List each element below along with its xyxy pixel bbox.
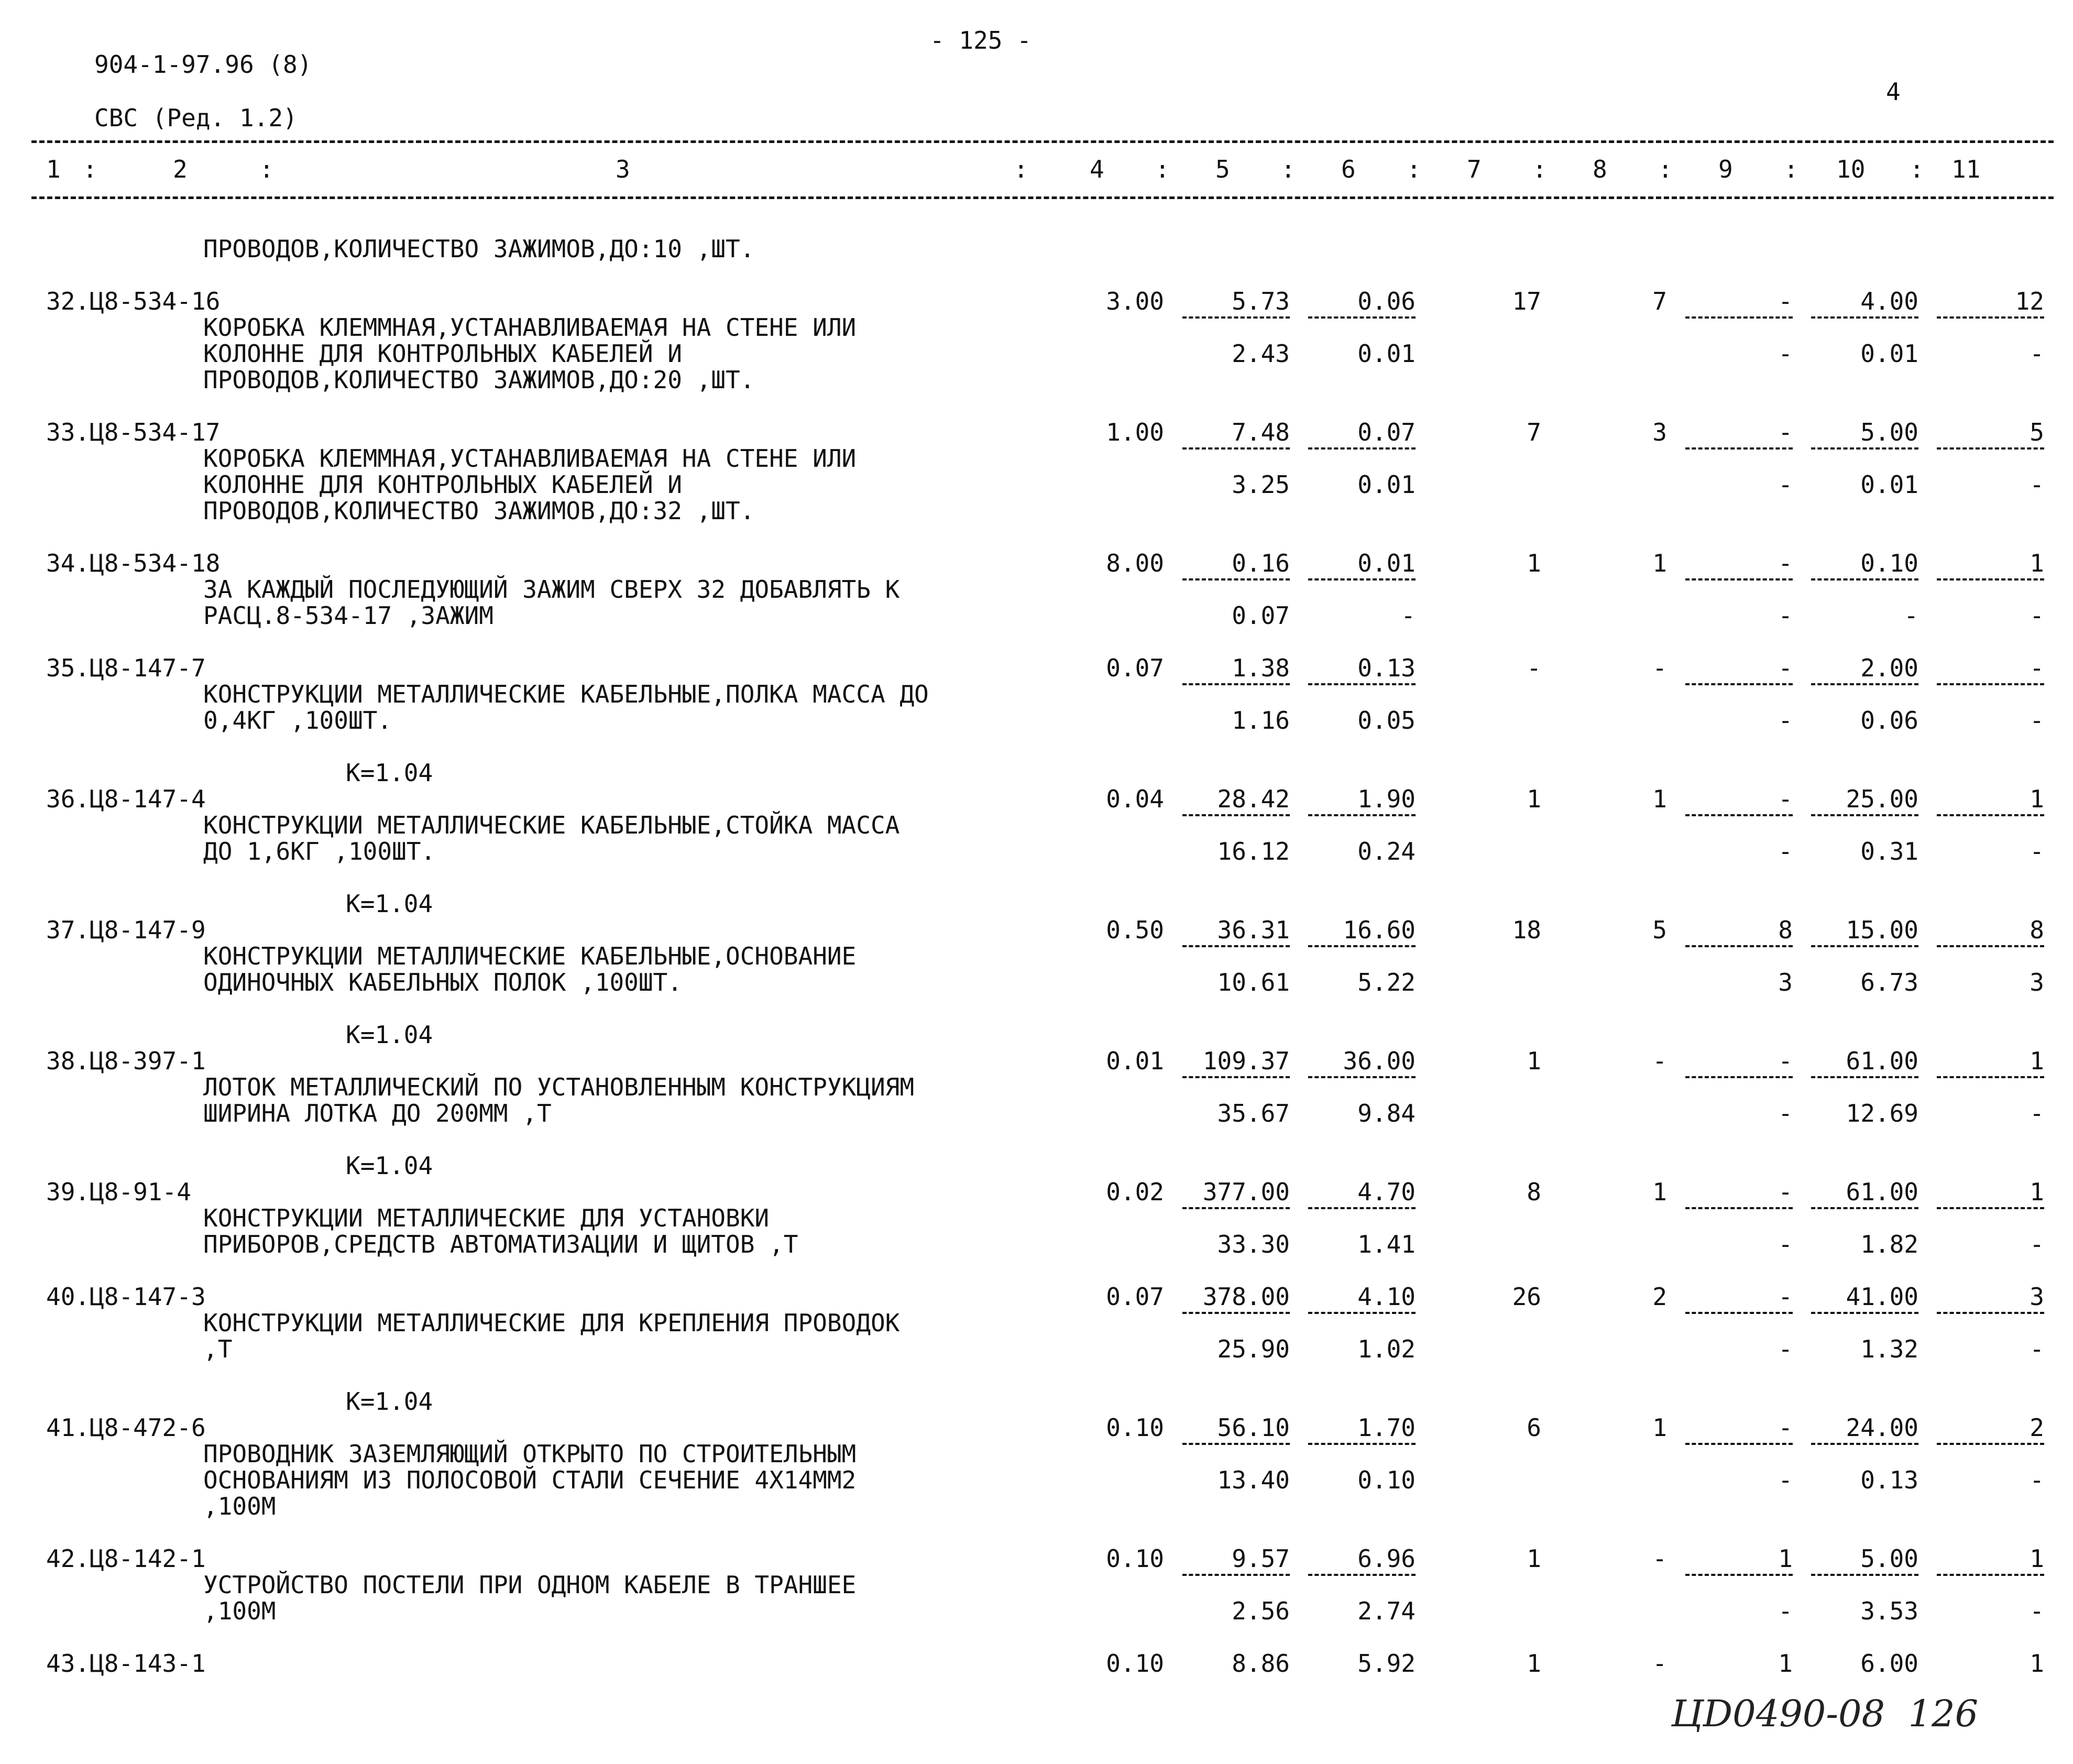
coefficient-label: K=1.04 bbox=[346, 1387, 433, 1416]
column-separator: : bbox=[1014, 155, 1028, 183]
column-header-10: 10 bbox=[1836, 155, 1866, 183]
subcell-col-9: - bbox=[1778, 470, 1793, 499]
subcell-col-9: - bbox=[1778, 1099, 1793, 1127]
entry-description-line: ШИРИНА ЛОТКА ДО 200ММ ,Т bbox=[203, 1099, 552, 1127]
entry-description-line: КОНСТРУКЦИИ МЕТАЛЛИЧЕСКИЕ ДЛЯ КРЕПЛЕНИЯ ПРОВОДОК bbox=[203, 1309, 900, 1337]
subcell-col-6: 0.01 bbox=[1357, 339, 1416, 368]
cell-divider bbox=[1937, 1574, 2044, 1576]
cell-col-4: 3.00 bbox=[1106, 287, 1164, 315]
cell-divider bbox=[1685, 945, 1793, 947]
cell-divider bbox=[1685, 578, 1793, 580]
cell-col-10: 2.00 bbox=[1860, 654, 1918, 682]
entry-description-line: ЗА КАЖДЫЙ ПОСЛЕДУЮЩИЙ ЗАЖИМ СВЕРХ 32 ДОБАВЛЯТЬ К bbox=[203, 575, 900, 604]
cell-divider bbox=[1811, 814, 1918, 816]
subcell-col-10: 0.01 bbox=[1860, 339, 1918, 368]
cell-col-5: 36.31 bbox=[1217, 916, 1290, 944]
cell-divider bbox=[1811, 578, 1918, 580]
cell-col-5: 7.48 bbox=[1232, 418, 1290, 446]
cell-col-4: 0.02 bbox=[1106, 1178, 1164, 1206]
subcell-col-6: 1.41 bbox=[1357, 1230, 1416, 1258]
entry-description-line: КОНСТРУКЦИИ МЕТАЛЛИЧЕСКИЕ ДЛЯ УСТАНОВКИ bbox=[203, 1204, 770, 1232]
cell-col-5: 5.73 bbox=[1232, 287, 1290, 315]
cell-col-11: 5 bbox=[2030, 418, 2044, 446]
cell-col-4: 0.04 bbox=[1106, 785, 1164, 813]
entry-id: 35.Ц8-147-7 bbox=[46, 654, 206, 682]
entry-id: 37.Ц8-147-9 bbox=[46, 916, 206, 944]
entry-description-line: КОРОБКА КЛЕММНАЯ,УСТАНАВЛИВАЕМАЯ НА СТЕНЕ ИЛИ bbox=[203, 444, 857, 473]
cell-divider bbox=[1685, 814, 1793, 816]
cell-col-5: 1.38 bbox=[1232, 654, 1290, 682]
subcell-col-5: 13.40 bbox=[1217, 1466, 1290, 1494]
subcell-col-11: - bbox=[2030, 1597, 2044, 1625]
subcell-col-6: 0.05 bbox=[1357, 706, 1416, 735]
column-header-7: 7 bbox=[1467, 155, 1482, 183]
subcell-col-11: - bbox=[2030, 339, 2044, 368]
column-separator: : bbox=[83, 155, 97, 183]
subcell-col-5: 16.12 bbox=[1217, 837, 1290, 865]
entry-description-line: ПРОВОДНИК ЗАЗЕМЛЯЮЩИЙ ОТКРЫТО ПО СТРОИТЕЛЬНЫМ bbox=[203, 1440, 857, 1468]
entry-id: 41.Ц8-472-6 bbox=[46, 1414, 206, 1442]
cell-col-10: 24.00 bbox=[1846, 1414, 1918, 1442]
cell-col-5: 378.00 bbox=[1202, 1283, 1290, 1311]
cell-col-8: 1 bbox=[1652, 549, 1667, 577]
entry-description-line: ПРИБОРОВ,СРЕДСТВ АВТОМАТИЗАЦИИ И ЩИТОВ ,Т bbox=[203, 1230, 798, 1258]
cell-col-4: 8.00 bbox=[1106, 549, 1164, 577]
subcell-col-5: 3.25 bbox=[1232, 470, 1290, 499]
entry-id: 39.Ц8-91-4 bbox=[46, 1178, 191, 1206]
entry-description-line: ДО 1,6КГ ,100ШТ. bbox=[203, 837, 436, 865]
entry-description-line: ОДИНОЧНЫХ КАБЕЛЬНЫХ ПОЛОК ,100ШТ. bbox=[203, 968, 682, 996]
cell-col-8: 3 bbox=[1652, 418, 1667, 446]
cell-divider bbox=[1182, 1207, 1290, 1209]
cell-divider bbox=[1182, 945, 1290, 947]
subcell-col-9: - bbox=[1778, 1335, 1793, 1363]
subcell-col-10: 3.53 bbox=[1860, 1597, 1918, 1625]
cell-col-11: 3 bbox=[2030, 1283, 2044, 1311]
cell-divider bbox=[1685, 1312, 1793, 1314]
cell-divider bbox=[1685, 1443, 1793, 1445]
subcell-col-11: - bbox=[2030, 837, 2044, 865]
column-header-2: 2 bbox=[173, 155, 188, 183]
cell-divider bbox=[1308, 1207, 1416, 1209]
cell-col-11: 8 bbox=[2030, 916, 2044, 944]
cell-col-6: 1.90 bbox=[1357, 785, 1416, 813]
column-header-6: 6 bbox=[1341, 155, 1356, 183]
cell-col-4: 0.01 bbox=[1106, 1047, 1164, 1075]
cell-col-7: 1 bbox=[1527, 1649, 1541, 1678]
cell-col-9: - bbox=[1778, 785, 1793, 813]
column-header-8: 8 bbox=[1593, 155, 1607, 183]
cell-col-5: 0.16 bbox=[1232, 549, 1290, 577]
cell-divider bbox=[1937, 316, 2044, 319]
subcell-col-5: 10.61 bbox=[1217, 968, 1290, 996]
cell-col-6: 4.70 bbox=[1357, 1178, 1416, 1206]
coefficient-label: K=1.04 bbox=[346, 759, 433, 787]
subcell-col-9: 3 bbox=[1778, 968, 1793, 996]
entry-description-line: КОНСТРУКЦИИ МЕТАЛЛИЧЕСКИЕ КАБЕЛЬНЫЕ,ПОЛКА МАССА ДО bbox=[203, 680, 929, 708]
cell-col-11: 1 bbox=[2030, 1178, 2044, 1206]
entry-description-line: ПРОВОДОВ,КОЛИЧЕСТВО ЗАЖИМОВ,ДО:20 ,ШТ. bbox=[203, 366, 755, 394]
subcell-col-11: 3 bbox=[2030, 968, 2044, 996]
cell-divider bbox=[1937, 683, 2044, 685]
cell-col-8: - bbox=[1652, 1649, 1667, 1678]
entry-description-line: ПРОВОДОВ,КОЛИЧЕСТВО ЗАЖИМОВ,ДО:32 ,ШТ. bbox=[203, 497, 755, 525]
cell-divider bbox=[1308, 1574, 1416, 1576]
subcell-col-10: 0.13 bbox=[1860, 1466, 1918, 1494]
cell-divider bbox=[1811, 1207, 1918, 1209]
cell-col-7: 1 bbox=[1527, 1544, 1541, 1573]
subcell-col-9: - bbox=[1778, 706, 1793, 735]
cell-divider bbox=[1182, 1574, 1290, 1576]
cell-col-10: 25.00 bbox=[1846, 785, 1918, 813]
column-separator: : bbox=[1658, 155, 1673, 183]
cell-col-7: 26 bbox=[1512, 1283, 1541, 1311]
cell-divider bbox=[1308, 945, 1416, 947]
entry-description-line: ,100М bbox=[203, 1492, 276, 1520]
entry-id: 32.Ц8-534-16 bbox=[46, 287, 221, 315]
subcell-col-6: 0.10 bbox=[1357, 1466, 1416, 1494]
cell-col-7: 7 bbox=[1527, 418, 1541, 446]
cell-col-10: 0.10 bbox=[1860, 549, 1918, 577]
subcell-col-9: - bbox=[1778, 1466, 1793, 1494]
column-separator: : bbox=[1910, 155, 1924, 183]
entry-description-line: КОНСТРУКЦИИ МЕТАЛЛИЧЕСКИЕ КАБЕЛЬНЫЕ,ОСНОВАНИЕ bbox=[203, 942, 857, 970]
subcell-col-9: - bbox=[1778, 601, 1793, 630]
carryover-text: ПРОВОДОВ,КОЛИЧЕСТВО ЗАЖИМОВ,ДО:10 ,ШТ. bbox=[203, 235, 755, 263]
cell-divider bbox=[1685, 1076, 1793, 1078]
cell-divider bbox=[1811, 683, 1918, 685]
column-header-9: 9 bbox=[1718, 155, 1733, 183]
cell-divider bbox=[1308, 1312, 1416, 1314]
subcell-col-10: - bbox=[1904, 601, 1918, 630]
sheet-number: 4 bbox=[1886, 78, 1901, 106]
entry-id: 40.Ц8-147-3 bbox=[46, 1283, 206, 1311]
cell-col-9: - bbox=[1778, 1414, 1793, 1442]
entry-id: 36.Ц8-147-4 bbox=[46, 785, 206, 813]
subcell-col-5: 2.56 bbox=[1232, 1597, 1290, 1625]
cell-divider bbox=[1182, 1443, 1290, 1445]
subcell-col-5: 1.16 bbox=[1232, 706, 1290, 735]
column-header-4: 4 bbox=[1090, 155, 1104, 183]
cell-col-6: 5.92 bbox=[1357, 1649, 1416, 1678]
column-separator: : bbox=[1784, 155, 1798, 183]
subcell-col-10: 0.01 bbox=[1860, 470, 1918, 499]
cell-col-9: - bbox=[1778, 549, 1793, 577]
subcell-col-5: 2.43 bbox=[1232, 339, 1290, 368]
cell-col-11: 1 bbox=[2030, 549, 2044, 577]
cell-col-11: 1 bbox=[2030, 1649, 2044, 1678]
subcell-col-11: - bbox=[2030, 706, 2044, 735]
cell-divider bbox=[1937, 1312, 2044, 1314]
cell-col-10: 61.00 bbox=[1846, 1178, 1918, 1206]
cell-divider bbox=[1811, 1312, 1918, 1314]
cell-col-10: 5.00 bbox=[1860, 1544, 1918, 1573]
cell-divider bbox=[1308, 578, 1416, 580]
cell-col-6: 16.60 bbox=[1343, 916, 1416, 944]
cell-col-6: 6.96 bbox=[1357, 1544, 1416, 1573]
cell-col-11: 1 bbox=[2030, 785, 2044, 813]
subcell-col-10: 0.06 bbox=[1860, 706, 1918, 735]
cell-col-4: 0.07 bbox=[1106, 1283, 1164, 1311]
cell-col-5: 56.10 bbox=[1217, 1414, 1290, 1442]
cell-divider bbox=[1937, 578, 2044, 580]
doc-code: 904-1-97.96 (8) bbox=[94, 50, 312, 79]
subcell-col-10: 6.73 bbox=[1860, 968, 1918, 996]
cell-col-5: 28.42 bbox=[1217, 785, 1290, 813]
entry-description-line: ,100М bbox=[203, 1597, 276, 1625]
subcell-col-9: - bbox=[1778, 339, 1793, 368]
cell-col-6: 4.10 bbox=[1357, 1283, 1416, 1311]
column-separator: : bbox=[1155, 155, 1170, 183]
cell-divider bbox=[1811, 1443, 1918, 1445]
column-header-3: 3 bbox=[616, 155, 630, 183]
cell-col-6: 36.00 bbox=[1343, 1047, 1416, 1075]
cell-col-9: - bbox=[1778, 1283, 1793, 1311]
cell-col-10: 41.00 bbox=[1846, 1283, 1918, 1311]
subcell-col-5: 33.30 bbox=[1217, 1230, 1290, 1258]
subcell-col-5: 0.07 bbox=[1232, 601, 1290, 630]
cell-col-7: 1 bbox=[1527, 785, 1541, 813]
cell-col-11: - bbox=[2030, 654, 2044, 682]
entry-description-line: КОЛОННЕ ДЛЯ КОНТРОЛЬНЫХ КАБЕЛЕЙ И bbox=[203, 339, 682, 368]
column-header-1: 1 bbox=[46, 155, 61, 183]
cell-divider bbox=[1811, 1574, 1918, 1576]
cell-divider bbox=[1182, 814, 1290, 816]
entry-id: 34.Ц8-534-18 bbox=[46, 549, 221, 577]
cell-divider bbox=[1685, 1574, 1793, 1576]
cell-divider bbox=[1685, 683, 1793, 685]
cell-col-4: 0.10 bbox=[1106, 1544, 1164, 1573]
subcell-col-5: 35.67 bbox=[1217, 1099, 1290, 1127]
cell-col-8: 1 bbox=[1652, 1414, 1667, 1442]
cell-divider bbox=[1182, 683, 1290, 685]
cell-col-4: 1.00 bbox=[1106, 418, 1164, 446]
cell-col-9: - bbox=[1778, 654, 1793, 682]
cell-col-6: 0.01 bbox=[1357, 549, 1416, 577]
cell-col-4: 0.50 bbox=[1106, 916, 1164, 944]
cell-col-11: 1 bbox=[2030, 1047, 2044, 1075]
cell-divider bbox=[1811, 945, 1918, 947]
cell-col-5: 9.57 bbox=[1232, 1544, 1290, 1573]
column-header-11: 11 bbox=[1951, 155, 1981, 183]
column-separator: : bbox=[1532, 155, 1547, 183]
cell-col-9: - bbox=[1778, 1047, 1793, 1075]
subcell-col-11: - bbox=[2030, 1230, 2044, 1258]
cell-divider bbox=[1308, 1076, 1416, 1078]
cell-col-4: 0.07 bbox=[1106, 654, 1164, 682]
cell-col-7: 1 bbox=[1527, 1047, 1541, 1075]
subcell-col-6: 2.74 bbox=[1357, 1597, 1416, 1625]
entry-description-line: РАСЦ.8-534-17 ,ЗАЖИМ bbox=[203, 601, 493, 630]
cell-col-6: 1.70 bbox=[1357, 1414, 1416, 1442]
cell-col-9: 8 bbox=[1778, 916, 1793, 944]
cell-col-8: - bbox=[1652, 654, 1667, 682]
entry-description-line: УСТРОЙСТВО ПОСТЕЛИ ПРИ ОДНОМ КАБЕЛЕ В ТРАНШЕЕ bbox=[203, 1571, 857, 1599]
cell-col-7: 6 bbox=[1527, 1414, 1541, 1442]
cell-col-10: 6.00 bbox=[1860, 1649, 1918, 1678]
subcell-col-11: - bbox=[2030, 1466, 2044, 1494]
cell-divider bbox=[1811, 1076, 1918, 1078]
entry-description-line: ,Т bbox=[203, 1335, 233, 1363]
subcell-col-11: - bbox=[2030, 601, 2044, 630]
entry-description-line: КОЛОННЕ ДЛЯ КОНТРОЛЬНЫХ КАБЕЛЕЙ И bbox=[203, 470, 682, 499]
subcell-col-6: 0.01 bbox=[1357, 470, 1416, 499]
coefficient-label: K=1.04 bbox=[346, 890, 433, 918]
handwritten-signature: ЦD0490-08 126 bbox=[1671, 1692, 1979, 1735]
cell-col-5: 109.37 bbox=[1202, 1047, 1290, 1075]
cell-divider bbox=[1308, 814, 1416, 816]
subcell-col-11: - bbox=[2030, 1335, 2044, 1363]
cell-divider bbox=[1811, 316, 1918, 319]
subcell-col-10: 12.69 bbox=[1846, 1099, 1918, 1127]
subcell-col-6: 1.02 bbox=[1357, 1335, 1416, 1363]
subcell-col-9: - bbox=[1778, 837, 1793, 865]
cell-col-8: 2 bbox=[1652, 1283, 1667, 1311]
cell-divider bbox=[1937, 814, 2044, 816]
subcell-col-11: - bbox=[2030, 1099, 2044, 1127]
cell-col-11: 1 bbox=[2030, 1544, 2044, 1573]
entry-description-line: КОНСТРУКЦИИ МЕТАЛЛИЧЕСКИЕ КАБЕЛЬНЫЕ,СТОЙКА МАССА bbox=[203, 811, 900, 839]
cell-divider bbox=[1937, 447, 2044, 450]
cell-divider bbox=[1685, 1207, 1793, 1209]
column-separator: : bbox=[259, 155, 274, 183]
cell-divider bbox=[1182, 447, 1290, 450]
cell-col-8: - bbox=[1652, 1047, 1667, 1075]
cell-divider bbox=[1182, 1312, 1290, 1314]
cell-col-8: 1 bbox=[1652, 1178, 1667, 1206]
cell-col-7: 8 bbox=[1527, 1178, 1541, 1206]
subcell-col-6: 5.22 bbox=[1357, 968, 1416, 996]
entry-description-line: ОСНОВАНИЯМ ИЗ ПОЛОСОВОЙ СТАЛИ СЕЧЕНИЕ 4Х14ММ2 bbox=[203, 1466, 857, 1494]
cell-col-6: 0.07 bbox=[1357, 418, 1416, 446]
cell-col-8: - bbox=[1652, 1544, 1667, 1573]
cell-col-4: 0.10 bbox=[1106, 1649, 1164, 1678]
edition: СВС (Ред. 1.2) bbox=[94, 104, 298, 132]
coefficient-label: K=1.04 bbox=[346, 1021, 433, 1049]
cell-divider bbox=[1937, 945, 2044, 947]
cell-col-11: 12 bbox=[2015, 287, 2044, 315]
cell-col-7: - bbox=[1527, 654, 1541, 682]
entry-description-line: КОРОБКА КЛЕММНАЯ,УСТАНАВЛИВАЕМАЯ НА СТЕНЕ ИЛИ bbox=[203, 313, 857, 342]
subcell-col-6: 0.24 bbox=[1357, 837, 1416, 865]
cell-col-9: - bbox=[1778, 1178, 1793, 1206]
cell-divider bbox=[1685, 316, 1793, 319]
cell-col-7: 17 bbox=[1512, 287, 1541, 315]
cell-col-7: 18 bbox=[1512, 916, 1541, 944]
cell-divider bbox=[1308, 316, 1416, 319]
cell-col-5: 8.86 bbox=[1232, 1649, 1290, 1678]
column-header-5: 5 bbox=[1215, 155, 1230, 183]
cell-col-9: - bbox=[1778, 418, 1793, 446]
subcell-col-6: 9.84 bbox=[1357, 1099, 1416, 1127]
cell-col-6: 0.13 bbox=[1357, 654, 1416, 682]
cell-col-8: 5 bbox=[1652, 916, 1667, 944]
cell-col-10: 4.00 bbox=[1860, 287, 1918, 315]
cell-divider bbox=[1308, 683, 1416, 685]
cell-col-10: 5.00 bbox=[1860, 418, 1918, 446]
entry-id: 43.Ц8-143-1 bbox=[46, 1649, 206, 1678]
entry-id: 42.Ц8-142-1 bbox=[46, 1544, 206, 1573]
subcell-col-9: - bbox=[1778, 1230, 1793, 1258]
cell-col-10: 15.00 bbox=[1846, 916, 1918, 944]
cell-col-8: 7 bbox=[1652, 287, 1667, 315]
cell-col-9: - bbox=[1778, 287, 1793, 315]
cell-col-9: 1 bbox=[1778, 1544, 1793, 1573]
subcell-col-6: - bbox=[1401, 601, 1416, 630]
subcell-col-5: 25.90 bbox=[1217, 1335, 1290, 1363]
subcell-col-10: 1.32 bbox=[1860, 1335, 1918, 1363]
subcell-col-9: - bbox=[1778, 1597, 1793, 1625]
entry-description-line: 0,4КГ ,100ШТ. bbox=[203, 706, 392, 735]
cell-col-5: 377.00 bbox=[1202, 1178, 1290, 1206]
subcell-col-10: 0.31 bbox=[1860, 837, 1918, 865]
cell-divider bbox=[1308, 447, 1416, 450]
cell-divider bbox=[1937, 1207, 2044, 1209]
column-separator: : bbox=[1281, 155, 1296, 183]
column-separator: : bbox=[1407, 155, 1421, 183]
cell-col-8: 1 bbox=[1652, 785, 1667, 813]
header-rule-top bbox=[31, 140, 2054, 143]
cell-col-9: 1 bbox=[1778, 1649, 1793, 1678]
cell-col-4: 0.10 bbox=[1106, 1414, 1164, 1442]
header-rule-bottom bbox=[31, 196, 2054, 199]
cell-col-10: 61.00 bbox=[1846, 1047, 1918, 1075]
entry-id: 33.Ц8-534-17 bbox=[46, 418, 221, 446]
cell-divider bbox=[1182, 316, 1290, 319]
cell-divider bbox=[1308, 1443, 1416, 1445]
coefficient-label: K=1.04 bbox=[346, 1152, 433, 1180]
subcell-col-11: - bbox=[2030, 470, 2044, 499]
page-number: - 125 - bbox=[930, 26, 1032, 54]
cell-divider bbox=[1685, 447, 1793, 450]
cell-col-11: 2 bbox=[2030, 1414, 2044, 1442]
cell-divider bbox=[1182, 1076, 1290, 1078]
cell-divider bbox=[1811, 447, 1918, 450]
cell-divider bbox=[1182, 578, 1290, 580]
cell-divider bbox=[1937, 1076, 2044, 1078]
entry-description-line: ЛОТОК МЕТАЛЛИЧЕСКИЙ ПО УСТАНОВЛЕННЫМ КОНСТРУКЦИЯМ bbox=[203, 1073, 915, 1101]
entry-id: 38.Ц8-397-1 bbox=[46, 1047, 206, 1075]
subcell-col-10: 1.82 bbox=[1860, 1230, 1918, 1258]
cell-divider bbox=[1937, 1443, 2044, 1445]
cell-col-7: 1 bbox=[1527, 549, 1541, 577]
cell-col-6: 0.06 bbox=[1357, 287, 1416, 315]
